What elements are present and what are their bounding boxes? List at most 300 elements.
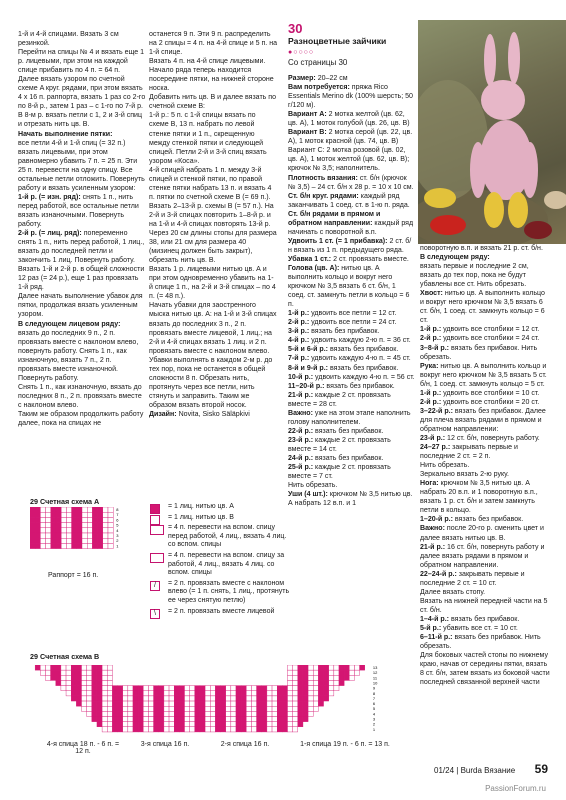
- chart-b-cell: [185, 696, 190, 701]
- chart-a-cell: [87, 528, 92, 533]
- paragraph: Для боковых частей стопы по нижнему краю, начав от середины пятки, вязать 8 ст. б/н, затем вязать из боковой части последней связанной верхней части: [420, 652, 550, 687]
- chart-b-cell: [236, 706, 241, 711]
- chart-b-cell: [324, 665, 329, 670]
- chart-b-cell: [205, 717, 210, 722]
- chart-a-cell: [61, 543, 66, 548]
- chart-b-cell: [123, 701, 128, 706]
- chart-b-cell: [262, 706, 267, 711]
- chart-b-cell: [298, 717, 303, 722]
- chart-b-cell: [190, 686, 195, 691]
- chart-b-cell: [282, 696, 287, 701]
- chart-b-cell: [102, 722, 107, 727]
- paragraph: 1–20-й р.: вязать без прибавок.: [420, 516, 524, 524]
- chart-a-cell: [56, 523, 61, 528]
- chart-b-cell: [195, 691, 200, 696]
- chart-b-cell: [92, 680, 97, 685]
- chart-b-cell: [241, 686, 246, 691]
- chart-b-cell: [221, 722, 226, 727]
- chart-b-cell: [102, 665, 107, 670]
- chart-b-cell: [128, 691, 133, 696]
- chart-b-cell: [143, 706, 148, 711]
- chart-b-cell: [164, 711, 169, 716]
- chart-a-cell: [51, 528, 56, 533]
- chart-a-cell: [103, 538, 108, 543]
- chart-a-cell: [51, 512, 56, 517]
- chart-b-cell: [339, 680, 344, 685]
- chart-a-cell: [77, 507, 82, 512]
- chart-b-cell: [195, 727, 200, 732]
- chart-b-cell: [107, 680, 112, 685]
- chart-b-cell: [272, 706, 277, 711]
- chart-b-cell: [308, 686, 313, 691]
- chart-b-cell: [210, 727, 215, 732]
- chart-b-cell: [159, 696, 164, 701]
- chart-a-cell: [87, 512, 92, 517]
- chart-b-cell: [318, 691, 323, 696]
- legend-item: [150, 552, 290, 578]
- chart-b-cell: [133, 706, 138, 711]
- chart-b-cell: [262, 696, 267, 701]
- chart-b-cell: [251, 727, 256, 732]
- chart-b-cell: [97, 701, 102, 706]
- paragraph: поворотную в.п. и вязать 21 р. ст. б/н.: [420, 245, 543, 252]
- chart-b-cell: [61, 665, 66, 670]
- paragraph: 1-й и 4-й спицами. Вязать 3 см резинкой.: [18, 31, 119, 48]
- chart-b-cell: [231, 727, 236, 732]
- paragraph: Голова (цв. А): нитью цв. А выполнить кольцо и вокруг него крючком № 3,5 вязать 6 ст. б/н, 1 соед. ст. замкнуть петли в кольцо = 6 п.: [288, 264, 410, 309]
- chart-b-cell: [257, 706, 262, 711]
- chart-b-cell: [71, 675, 76, 680]
- chart-b-cell: [154, 722, 159, 727]
- legend-item: [150, 608, 290, 617]
- chart-a-cell: [40, 517, 45, 522]
- chart-b-cell: [215, 727, 220, 732]
- chart-a-cell: [40, 538, 45, 543]
- chart-a-cell: [103, 512, 108, 517]
- paragraph: Ст. б/н круг. рядами: каждый ряд заканчивать 1 соед. ст. в 1-ю п. ряда.: [288, 192, 410, 209]
- chart-b-cell: [92, 701, 97, 706]
- chart-b-title: 29 Счетная схема В: [30, 652, 100, 661]
- chart-b-cell: [195, 701, 200, 706]
- chart-b-cell: [200, 722, 205, 727]
- chart-b-cell: [236, 686, 241, 691]
- legend-swatch: /: [150, 581, 160, 591]
- chart-b-cell: [360, 665, 365, 670]
- chart-b-cell: [277, 727, 282, 732]
- chart-b-cell: [221, 691, 226, 696]
- chart-b-cell: [200, 706, 205, 711]
- chart-a-cell: [40, 512, 45, 517]
- footer-issue: 01/24 | Burda Вязание: [434, 766, 516, 775]
- chart-a-cell: [92, 528, 97, 533]
- chart-b-cell: [154, 717, 159, 722]
- chart-a-cell: [87, 543, 92, 548]
- chart-b-cell: [303, 670, 308, 675]
- chart-b-cell: [112, 686, 117, 691]
- chart-b-cell: [324, 670, 329, 675]
- chart-b-cell: [241, 696, 246, 701]
- chart-b-cell: [51, 675, 56, 680]
- chart-legend: [150, 503, 290, 618]
- chart-b-cell: [257, 727, 262, 732]
- paragraph: Убавка 1 ст.: 2 ст. провязать вместе.: [288, 255, 409, 263]
- chart-b-cell: [329, 686, 334, 691]
- paragraph: Плотность вязания: ст. б/н (крючок № 3,5) – 24 ст. б/н x 28 р. = 10 x 10 см.: [288, 174, 414, 191]
- paragraph: Через 20 см длины стопы для размера 38, или 21 см для размера 40 (мизинец должен быть закрыт), обрезать нить цв. В.: [149, 230, 277, 265]
- chart-b-cell: [221, 686, 226, 691]
- chart-b-cell: [200, 686, 205, 691]
- text-column-4: [420, 244, 550, 687]
- chart-b-cell: [318, 670, 323, 675]
- chart-a-cell: [30, 517, 35, 522]
- chart-b-cell: [133, 701, 138, 706]
- chart-b-cell: [92, 717, 97, 722]
- chart-b-cell: [288, 675, 293, 680]
- chart-b-cell: [303, 686, 308, 691]
- paragraph: Далее вязать стопу.: [420, 588, 486, 596]
- chart-a-cell: [72, 538, 77, 543]
- chart-b-cell: [257, 717, 262, 722]
- chart-b-cell: [123, 727, 128, 732]
- chart-b-cell: [215, 686, 220, 691]
- pattern-number: 30: [288, 21, 303, 36]
- chart-a-cell: [72, 517, 77, 522]
- chart-b-cell: [118, 691, 123, 696]
- chart-b-cell: [97, 706, 102, 711]
- chart-b-row-label: 9: [372, 685, 376, 691]
- chart-b-cell: [272, 686, 277, 691]
- chart-a-cell: [82, 523, 87, 528]
- chart-b-cell: [45, 665, 50, 670]
- chart-a-cell: [51, 543, 56, 548]
- chart-b-cell: [231, 701, 236, 706]
- chart-b-cell: [288, 680, 293, 685]
- chart-b-cell: [159, 706, 164, 711]
- chart-b-cell: [293, 722, 298, 727]
- chart-b-cell: [334, 675, 339, 680]
- chart-a-cell: [56, 517, 61, 522]
- chart-b-cell: [241, 722, 246, 727]
- chart-b-cell: [215, 717, 220, 722]
- chart-b-cell: [148, 696, 153, 701]
- chart-b-cell: [174, 717, 179, 722]
- chart-b-row-label: 13: [372, 665, 378, 670]
- chart-a-cell: [87, 523, 92, 528]
- paragraph: В следующем ряду:: [420, 254, 490, 262]
- chart-b-cell: [226, 696, 231, 701]
- chart-b-cell: [210, 696, 215, 701]
- chart-b-row-label: 8: [372, 690, 376, 696]
- chart-b-cell: [221, 711, 226, 716]
- chart-b-cell: [82, 675, 87, 680]
- chart-b-cell: [133, 722, 138, 727]
- chart-b-cell: [76, 696, 81, 701]
- chart-b-cell: [128, 711, 133, 716]
- paragraph: 23-й р.: 12 ст. б/н, повернуть работу.: [420, 434, 540, 442]
- chart-b-cell: [205, 722, 210, 727]
- chart-a-row-label: 2: [116, 538, 119, 544]
- text-column-3: [288, 74, 415, 508]
- chart-b-cell: [231, 722, 236, 727]
- chart-b-cell: [123, 686, 128, 691]
- chart-a-title: 29 Счетная схема A: [30, 497, 100, 506]
- chart-a-cell: [46, 517, 51, 522]
- chart-b-cell: [97, 717, 102, 722]
- paragraph: 2-й р.: удвоить все столбики = 20 ст.: [420, 398, 540, 406]
- chart-b-cell: [159, 727, 164, 732]
- chart-b-cell: [92, 706, 97, 711]
- chart-b-cell: [241, 727, 246, 732]
- chart-b-cell: [66, 670, 71, 675]
- chart-b-cell: [107, 727, 112, 732]
- chart-b-cell: [82, 680, 87, 685]
- chart-b-cell: [61, 680, 66, 685]
- chart-a-cell: [35, 507, 40, 512]
- chart-b-seg-3: 3-я спица 16 п.: [140, 741, 190, 748]
- chart-b-cell: [107, 722, 112, 727]
- chart-b-cell: [257, 711, 262, 716]
- chart-a-cell: [72, 528, 77, 533]
- chart-b-cell: [298, 665, 303, 670]
- chart-b-cell: [313, 665, 318, 670]
- chart-b-cell: [303, 675, 308, 680]
- chart-a-cell: [51, 523, 56, 528]
- chart-b-cell: [205, 696, 210, 701]
- chart-b-cell: [118, 711, 123, 716]
- chart-b-cell: [288, 686, 293, 691]
- paragraph: 11–20-й р.: вязать без прибавок.: [288, 382, 395, 390]
- chart-b-cell: [195, 686, 200, 691]
- chart-b-cell: [169, 701, 174, 706]
- chart-b-cell: [159, 711, 164, 716]
- chart-b-cell: [293, 680, 298, 685]
- paragraph: 6–11-й р.: вязать без прибавок. Нить обрезать.: [420, 634, 541, 651]
- chart-b-cell: [148, 711, 153, 716]
- chart-b-cell: [190, 691, 195, 696]
- chart-b-cell: [277, 686, 282, 691]
- legend-swatch: [150, 525, 164, 535]
- chart-b-cell: [308, 691, 313, 696]
- chart-b-cell: [205, 691, 210, 696]
- chart-a-row-label: 8: [116, 507, 119, 512]
- chart-b-cell: [174, 696, 179, 701]
- chart-b-cell: [179, 701, 184, 706]
- legend-item: [150, 514, 290, 523]
- chart-a-cell: [98, 523, 103, 528]
- chart-b-cell: [190, 722, 195, 727]
- chart-b-cell: [190, 727, 195, 732]
- chart-b-cell: [92, 691, 97, 696]
- chart-a-cell: [35, 543, 40, 548]
- chart-b-cell: [190, 711, 195, 716]
- chart-b-cell: [112, 717, 117, 722]
- chart-a-cell: [35, 538, 40, 543]
- chart-a-cell: [61, 523, 66, 528]
- chart-a-cell: [30, 512, 35, 517]
- paragraph: 21-й р.: каждые 2 ст. провязать вместе = 28 ст.: [288, 391, 391, 408]
- chart-b-cell: [257, 701, 262, 706]
- chart-b-cell: [210, 691, 215, 696]
- chart-b-cell: [154, 727, 159, 732]
- chart-a-cell: [56, 507, 61, 512]
- chart-b-cell: [215, 696, 220, 701]
- chart-b-cell: [313, 691, 318, 696]
- chart-b-cell: [251, 691, 256, 696]
- paragraph: Зеркально вязать 2-ю руку.: [420, 471, 509, 479]
- paragraph: 24-й р.: вязать без прибавок.: [288, 454, 384, 462]
- chart-b-cell: [76, 665, 81, 670]
- chart-b-cell: [288, 691, 293, 696]
- chart-b-cell: [231, 711, 236, 716]
- chart-b-cell: [298, 675, 303, 680]
- chart-b-cell: [200, 727, 205, 732]
- paragraph: 3–22-й р.: вязать без прибавок. Далее для плеча вязать рядами в прямом и обратном направлении:: [420, 407, 546, 433]
- chart-a-cell: [108, 523, 113, 528]
- chart-a-cell: [103, 507, 108, 512]
- chart-b-cell: [195, 717, 200, 722]
- chart-b-cell: [210, 722, 215, 727]
- chart-b-cell: [92, 665, 97, 670]
- chart-b-cell: [92, 675, 97, 680]
- chart-b-cell: [272, 727, 277, 732]
- chart-b-cell: [210, 706, 215, 711]
- chart-b-cell: [61, 686, 66, 691]
- chart-b-cell: [262, 701, 267, 706]
- paragraph: 10-й р.: удвоить каждую 4-ю п. = 56 ст.: [288, 373, 415, 381]
- chart-a-cell: [77, 517, 82, 522]
- chart-b-cell: [251, 686, 256, 691]
- chart-b-cell: [148, 717, 153, 722]
- chart-b-cell: [298, 680, 303, 685]
- paragraph: 22–24-й р.: закрывать первые и последние 2 ст. = 10 ст.: [420, 570, 525, 587]
- chart-b-cell: [148, 701, 153, 706]
- paragraph: Вам потребуется: пряжа Rico Essentials Merino dk (100% шерсть; 50 г/120 м).: [288, 84, 413, 110]
- chart-b-cell: [123, 711, 128, 716]
- chart-b-cell: [298, 691, 303, 696]
- chart-b-cell: [318, 701, 323, 706]
- chart-b-cell: [282, 686, 287, 691]
- chart-b-cell: [324, 686, 329, 691]
- chart-b-cell: [87, 680, 92, 685]
- legend-item: [150, 503, 290, 512]
- paragraph: Нога: крючком № 3,5 нитью цв. А набрать 20 в.п. и 1 поворотную в.п., вязать 1 р. ст. б/н и затем замкнуть петли в кольцо.: [420, 480, 538, 515]
- chart-a-cell: [46, 512, 51, 517]
- chart-b-cell: [277, 696, 282, 701]
- chart-b-cell: [45, 675, 50, 680]
- legend-label: = 2 п. провязать вместе лицевой: [168, 607, 275, 615]
- chart-a-cell: [46, 533, 51, 538]
- chart-b-cell: [200, 696, 205, 701]
- chart-b-cell: [262, 711, 267, 716]
- chart-b-cell: [241, 701, 246, 706]
- chart-b-cell: [87, 711, 92, 716]
- chart-b-cell: [298, 701, 303, 706]
- chart-b-cell: [56, 665, 61, 670]
- chart-b-cell: [154, 701, 159, 706]
- chart-b-cell: [133, 717, 138, 722]
- paragraph: Далее начать выполнение убавок для пятки, продолжая вязать усиленным узором.: [18, 293, 143, 319]
- chart-b-cell: [190, 717, 195, 722]
- paragraph: 1-й р.: удвоить все столбики = 10 ст.: [420, 389, 540, 397]
- chart-b-cell: [87, 691, 92, 696]
- chart-b-row-label: 6: [372, 701, 376, 707]
- paragraph: 21-й р.: 16 ст. б/н, повернуть работу и далее вязать рядами в прямом и обратном направлении.: [420, 543, 545, 569]
- paragraph: останется 9 п. Эти 9 п. распределить на 2 спицы = 4 п. на 4-й спице и 5 п. на 1-й спице.: [149, 31, 278, 57]
- chart-b-cell: [329, 670, 334, 675]
- chart-b-cell: [118, 686, 123, 691]
- chart-b-cell: [251, 706, 256, 711]
- chart-b-cell: [303, 706, 308, 711]
- chart-a-rapport: Раппорт = 16 п.: [48, 572, 99, 579]
- chart-b-cell: [143, 711, 148, 716]
- chart-b-cell: [164, 717, 169, 722]
- paragraph: Важно: уже на этом этапе наполнить голову наполнителем.: [288, 409, 411, 426]
- chart-b-cell: [123, 706, 128, 711]
- chart-b-cell: [308, 706, 313, 711]
- chart-a-cell: [108, 538, 113, 543]
- paragraph: Вязать 4 п. на 4-й спице лицевыми. Начало ряда теперь находится посередине пятки, на нижней стороне носка.: [149, 58, 274, 93]
- chart-b-cell: [97, 722, 102, 727]
- chart-a-cell: [66, 512, 71, 517]
- chart-b-cell: [107, 691, 112, 696]
- chart-a-cell: [77, 538, 82, 543]
- chart-a-cell: [61, 512, 66, 517]
- chart-a-cell: [77, 543, 82, 548]
- chart-b-cell: [143, 701, 148, 706]
- chart-a-cell: [72, 507, 77, 512]
- paragraph: 24–27 р.: закрывать первые и последние 2 ст. = 2 п.: [420, 444, 518, 461]
- paragraph: Вариант А: 2 мотка желтой (цв. 62, цв. А), 1 моток голубой (цв. 26, цв. В): [288, 111, 410, 128]
- paragraph: 1-й р. (= изн. ряд): снять 1 п., нить перед работой, все остальные петли вязать изнаночными. Повернуть работу.: [18, 193, 139, 228]
- chart-b-cell: [35, 665, 40, 670]
- chart-a-cell: [56, 528, 61, 533]
- chart-b-cell: [344, 665, 349, 670]
- chart-b-cell: [112, 701, 117, 706]
- chart-b-cell: [303, 680, 308, 685]
- chart-a-cell: [40, 543, 45, 548]
- chart-b-cell: [82, 686, 87, 691]
- chart-b-cell: [143, 696, 148, 701]
- chart-b-cell: [251, 717, 256, 722]
- paragraph: 7-й р.: удвоить каждую 4-ю п. = 45 ст.: [288, 355, 411, 363]
- paragraph: Ст. б/н рядами в прямом и обратном направлении: каждый ряд начинать с поворотной в.п.: [288, 210, 414, 236]
- chart-a-cell: [30, 528, 35, 533]
- pattern-header: [288, 22, 415, 68]
- chart-b-cell: [102, 670, 107, 675]
- paragraph: 4-й р.: удвоить каждую 2-ю п. = 36 ст.: [288, 337, 411, 345]
- chart-a-cell: [98, 528, 103, 533]
- chart-b-cell: [169, 711, 174, 716]
- chart-b-cell: [262, 691, 267, 696]
- chart-b-cell: [138, 686, 143, 691]
- chart-b-cell: [293, 675, 298, 680]
- pattern-name: Разноцветные зайчики: [288, 36, 387, 46]
- chart-b-cell: [118, 727, 123, 732]
- chart-b-cell: [293, 717, 298, 722]
- chart-b-cell: [257, 686, 262, 691]
- chart-b-cell: [61, 670, 66, 675]
- chart-b-cell: [174, 701, 179, 706]
- chart-a-cell: [61, 507, 66, 512]
- chart-b-cell: [298, 706, 303, 711]
- chart-b-cell: [164, 722, 169, 727]
- chart-b-cell: [66, 691, 71, 696]
- chart-b-cell: [282, 722, 287, 727]
- chart-b-cell: [200, 711, 205, 716]
- paragraph: Таким же образом продолжить работу далее, пока на спицах не: [18, 410, 144, 428]
- chart-b-cell: [97, 675, 102, 680]
- chart-b-cell: [128, 686, 133, 691]
